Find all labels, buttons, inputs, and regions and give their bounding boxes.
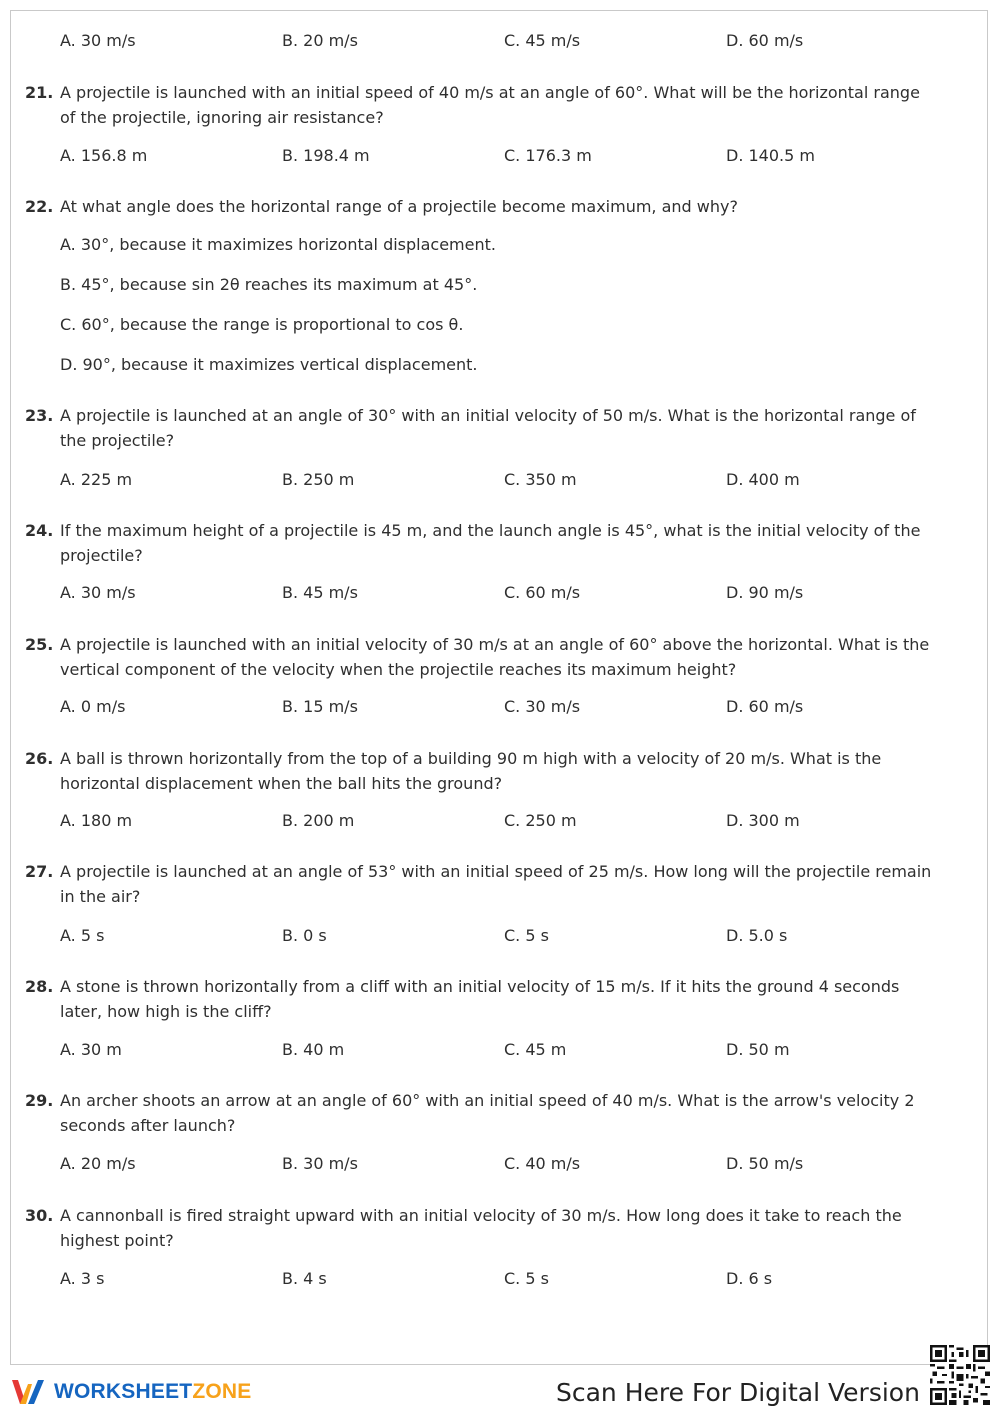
question-number: 26. <box>25 749 54 768</box>
option-c[interactable]: C. 176.3 m <box>504 146 592 165</box>
option-a[interactable]: A. 20 m/s <box>60 1154 136 1173</box>
question-number: 21. <box>25 83 54 102</box>
option-b[interactable]: B. 250 m <box>282 470 355 489</box>
question-21-options <box>60 146 960 170</box>
option-d[interactable]: D. 300 m <box>726 811 800 830</box>
option-d[interactable]: D. 140.5 m <box>726 146 815 165</box>
question-25-options <box>60 697 960 721</box>
question-text: At what angle does the horizontal range of a projectile become maximum, and why? <box>60 197 738 216</box>
question-number: 25. <box>25 635 54 654</box>
option-b[interactable]: B. 30 m/s <box>282 1154 358 1173</box>
question-text: A projectile is launched with an initial speed of 40 m/s at an angle of 60°. What will be the horizontal range of the projectile, ignoring air resistance? <box>60 83 920 127</box>
option-a[interactable]: A. 3 s <box>60 1269 105 1288</box>
question-number: 23. <box>25 406 54 425</box>
question-number: 27. <box>25 862 54 881</box>
option-d[interactable]: D. 90 m/s <box>726 583 804 602</box>
w-logo-icon <box>10 1376 50 1408</box>
option-b[interactable]: B. 40 m <box>282 1040 345 1059</box>
top-options-row <box>60 31 960 55</box>
question-number: 24. <box>25 521 54 540</box>
question-27-options <box>60 926 960 950</box>
question-number: 30. <box>25 1206 54 1225</box>
option-d[interactable]: D. 400 m <box>726 470 800 489</box>
option-c[interactable]: C. 350 m <box>504 470 577 489</box>
scan-caption: Scan Here For Digital Version <box>556 1378 920 1407</box>
option-b[interactable]: B. 200 m <box>282 811 355 830</box>
option-b[interactable]: B. 0 s <box>282 926 327 945</box>
option-d[interactable]: D. 60 m/s <box>726 697 804 716</box>
question-text: A ball is thrown horizontally from the top of a building 90 m high with a velocity of 20 m/s. What is the horizontal displacement when the ball hits the ground? <box>60 749 882 793</box>
qr-code-icon[interactable] <box>930 1345 990 1405</box>
option-c[interactable]: C. 30 m/s <box>504 697 581 716</box>
question-text: An archer shoots an arrow at an angle of 60° with an initial speed of 40 m/s. What is the arrow's velocity 2 seconds after launch? <box>60 1091 915 1135</box>
question-text: A projectile is launched at an angle of 30° with an initial velocity of 50 m/s. What is the horizontal range of the projectile? <box>60 406 916 450</box>
option-a[interactable]: A. 5 s <box>60 926 105 945</box>
option-c[interactable]: C. 5 s <box>504 1269 549 1288</box>
option-b[interactable]: B. 4 s <box>282 1269 327 1288</box>
option-c[interactable]: C. 60 m/s <box>504 583 581 602</box>
brand-name <box>54 1380 251 1404</box>
option-c[interactable]: C. 250 m <box>504 811 577 830</box>
question-text: If the maximum height of a projectile is 45 m, and the launch angle is 45°, what is the initial velocity of the projectile? <box>60 521 921 565</box>
option-c[interactable]: C. 45 m/s <box>504 31 581 50</box>
question-text: A projectile is launched with an initial velocity of 30 m/s at an angle of 60° above the horizontal. What is the vertical component of the velocity when the projectile reaches its maximum height? <box>60 635 930 679</box>
option-a[interactable]: A. 30 m/s <box>60 583 136 602</box>
question-number: 28. <box>25 977 54 996</box>
option-a[interactable]: A. 225 m <box>60 470 133 489</box>
brand-secondary: ZONE <box>192 1380 252 1403</box>
option-a[interactable]: A. 30 m <box>60 1040 122 1059</box>
option-a[interactable]: A. 180 m <box>60 811 133 830</box>
option-a[interactable]: A. 30°, because it maximizes horizontal displacement. <box>60 235 496 254</box>
option-b[interactable]: B. 45°, because sin 2θ reaches its maximum at 45°. <box>60 275 478 294</box>
option-c[interactable]: C. 40 m/s <box>504 1154 581 1173</box>
option-b[interactable]: B. 15 m/s <box>282 697 358 716</box>
option-b[interactable]: B. 198.4 m <box>282 146 370 165</box>
option-c[interactable]: C. 60°, because the range is proportional to cos θ. <box>60 315 464 334</box>
brand-primary: WORKSHEET <box>54 1380 193 1403</box>
option-c[interactable]: C. 5 s <box>504 926 549 945</box>
question-28-options <box>60 1040 960 1064</box>
option-d[interactable]: D. 50 m/s <box>726 1154 804 1173</box>
question-29-options <box>60 1154 960 1178</box>
option-d[interactable]: D. 60 m/s <box>726 31 804 50</box>
option-d[interactable]: D. 90°, because it maximizes vertical displacement. <box>60 355 478 374</box>
option-d[interactable]: D. 50 m <box>726 1040 790 1059</box>
worksheetzone-logo[interactable] <box>10 1376 251 1408</box>
question-number: 29. <box>25 1091 54 1110</box>
question-number: 22. <box>25 197 54 216</box>
question-26-options <box>60 811 960 835</box>
option-a[interactable]: A. 0 m/s <box>60 697 126 716</box>
option-c[interactable]: C. 45 m <box>504 1040 567 1059</box>
option-d[interactable]: D. 6 s <box>726 1269 773 1288</box>
option-a[interactable]: A. 30 m/s <box>60 31 136 50</box>
question-text: A stone is thrown horizontally from a cliff with an initial velocity of 15 m/s. If it hits the ground 4 seconds later, how high is the cliff? <box>60 977 900 1021</box>
option-d[interactable]: D. 5.0 s <box>726 926 788 945</box>
question-text: A projectile is launched at an angle of 53° with an initial speed of 25 m/s. How long will the projectile remain in the air? <box>60 862 932 906</box>
question-text: A cannonball is fired straight upward with an initial velocity of 30 m/s. How long does it take to reach the highest point? <box>60 1206 902 1250</box>
question-23-options <box>60 470 960 494</box>
question-30-options <box>60 1269 960 1293</box>
option-b[interactable]: B. 45 m/s <box>282 583 358 602</box>
option-a[interactable]: A. 156.8 m <box>60 146 148 165</box>
question-24-options <box>60 583 960 607</box>
option-b[interactable]: B. 20 m/s <box>282 31 358 50</box>
